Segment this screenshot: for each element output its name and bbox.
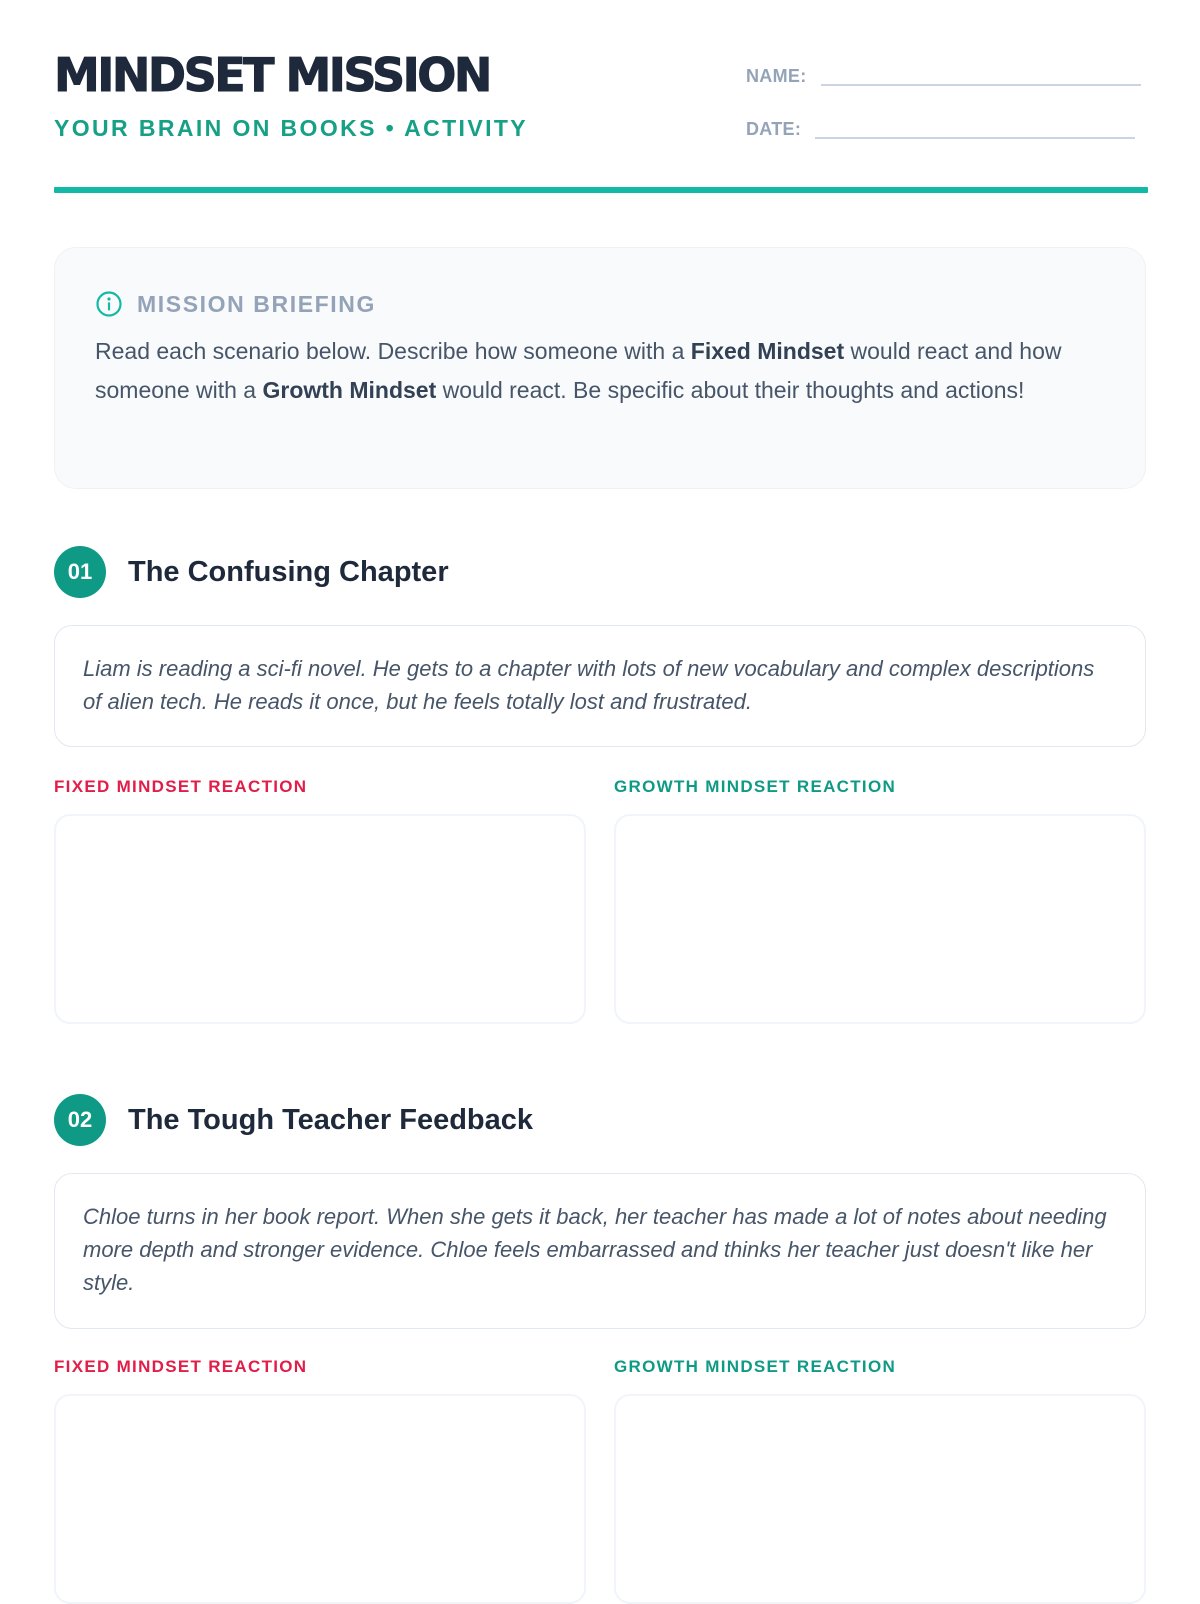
scenario-number-badge: 02: [54, 1094, 106, 1146]
scenario-header: [54, 546, 449, 598]
briefing-text: [95, 332, 1095, 409]
growth-mindset-term: Growth Mindset: [262, 376, 437, 403]
briefing-title: MISSION BRIEFING: [137, 290, 377, 317]
growth-mindset-answer-box[interactable]: [614, 814, 1146, 1024]
date-field-row: [746, 115, 1135, 139]
page-subtitle: YOUR BRAIN ON BOOKS • ACTIVITY: [54, 115, 529, 141]
briefing-text-part: would react. Be specific about their thoughts and actions!: [436, 376, 1025, 403]
mission-briefing-card: [54, 247, 1146, 489]
growth-mindset-answer-box[interactable]: [614, 1394, 1146, 1604]
fixed-mindset-label: FIXED MINDSET REACTION: [54, 777, 308, 796]
header-divider: [54, 187, 1148, 193]
fixed-mindset-label: FIXED MINDSET REACTION: [54, 1357, 308, 1376]
date-label: DATE:: [746, 119, 802, 139]
header: [54, 0, 1148, 196]
scenario-header: [54, 1094, 533, 1146]
date-field[interactable]: [815, 115, 1135, 139]
scenario-description: Chloe turns in her book report. When she gets it back, her teacher has made a lot of notes about needing more depth and stronger evidence. Chloe feels embarrassed and thinks her teacher just doesn't like her style.: [54, 1173, 1146, 1329]
page-title: MINDSET MISSION: [54, 48, 490, 102]
name-field-row: [746, 62, 1141, 86]
info-icon: [95, 290, 123, 318]
scenario-description: Liam is reading a sci-fi novel. He gets to a chapter with lots of new vocabulary and complex descriptions of alien tech. He reads it once, but he feels totally lost and frustrated.: [54, 625, 1146, 747]
fixed-mindset-term: Fixed Mindset: [690, 338, 845, 364]
scenario-number-badge: 01: [54, 546, 106, 598]
fixed-mindset-answer-box[interactable]: [54, 814, 586, 1024]
briefing-header: [95, 290, 376, 318]
scenario-title: The Tough Teacher Feedback: [128, 1103, 534, 1136]
worksheet-page: [54, 0, 1148, 1376]
fixed-mindset-answer-box[interactable]: [54, 1394, 586, 1604]
growth-mindset-label: GROWTH MINDSET REACTION: [614, 777, 897, 796]
briefing-text-part: would react and how someone with a: [95, 338, 1062, 403]
name-field[interactable]: [821, 62, 1141, 86]
briefing-text-part: Read each scenario below. Describe how someone with a: [95, 338, 691, 364]
growth-mindset-label: GROWTH MINDSET REACTION: [614, 1357, 897, 1376]
name-label: NAME:: [746, 66, 807, 86]
scenario-title: The Confusing Chapter: [128, 555, 449, 588]
